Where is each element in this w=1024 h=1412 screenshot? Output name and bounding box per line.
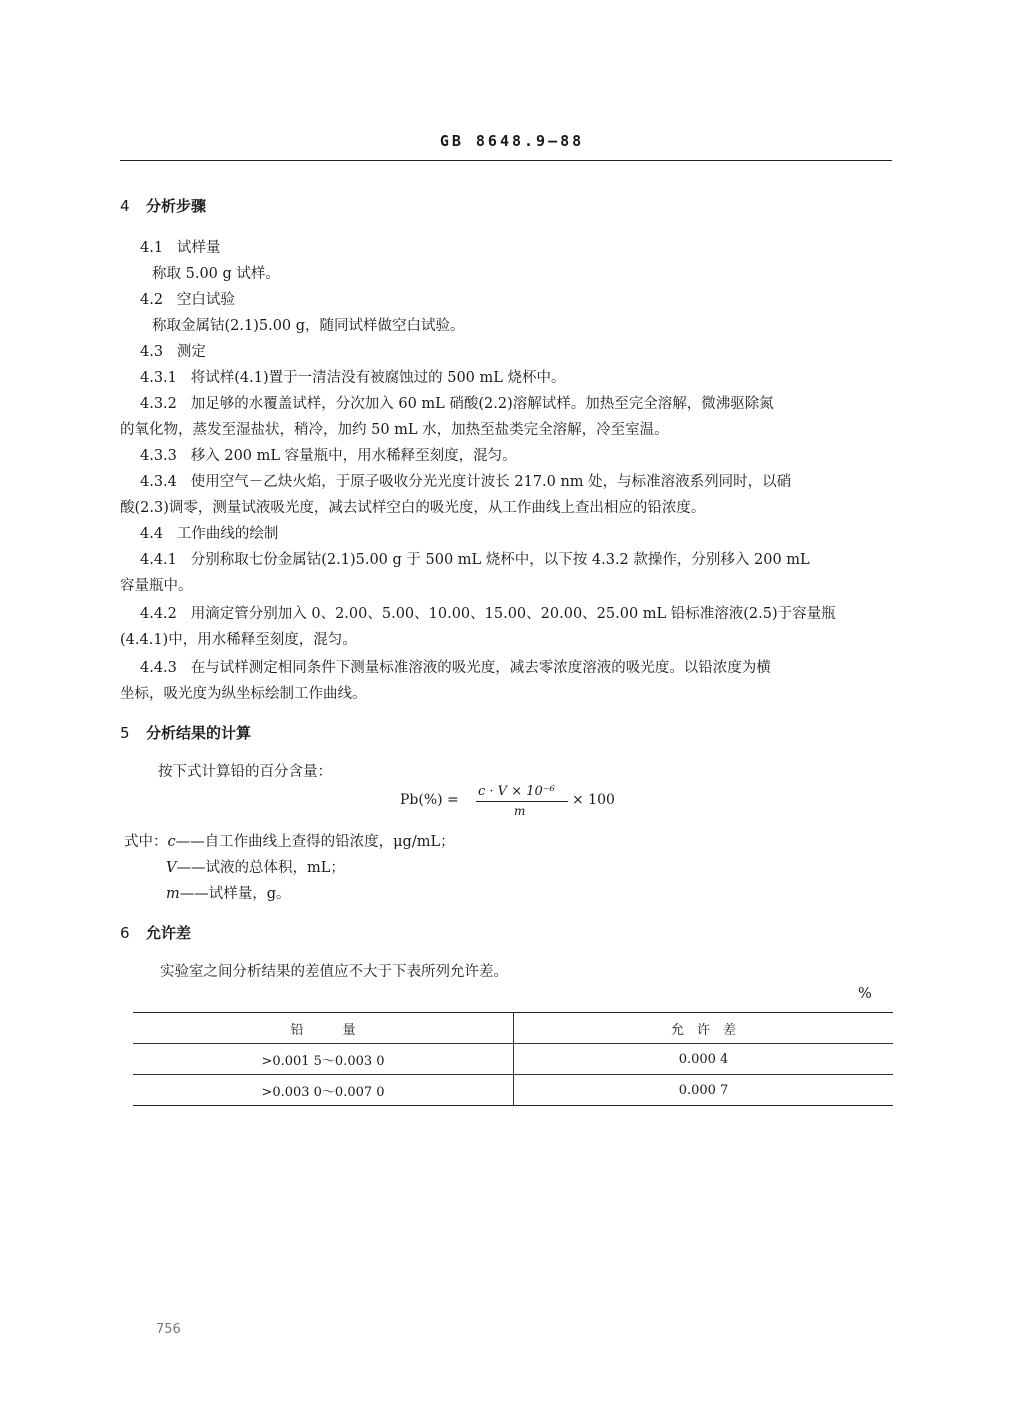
- clause-number: 4.2: [140, 292, 164, 308]
- formula-lhs: Pb(%) =: [400, 792, 459, 808]
- clause-number: 4.3: [140, 344, 164, 360]
- where-line-m: [166, 882, 291, 903]
- clause-4-3-3: [140, 444, 517, 465]
- clause-4-3-1: [140, 366, 566, 387]
- cell-tolerance: 0.000 7: [514, 1075, 894, 1106]
- clause-number: 4.4.2: [140, 606, 177, 622]
- clause-4-4-2-line1: [140, 602, 836, 623]
- where-line-v: [166, 856, 345, 877]
- clause-4-4-3-line2: 坐标，吸光度为纵坐标绘制工作曲线。: [120, 686, 367, 702]
- clause-number: 4.3.2: [140, 396, 177, 412]
- clause-text: 使用空气－乙炔火焰，于原子吸收分光光度计波长 217.0 nm 处，与标准溶液系列同时，以硝: [190, 474, 792, 490]
- clause-title: 工作曲线的绘制: [176, 526, 279, 542]
- section-4-heading: [120, 195, 206, 216]
- cell-tolerance: 0.000 4: [514, 1044, 894, 1075]
- where-desc: ——自工作曲线上查得的铅浓度，μg/mL；: [175, 834, 455, 850]
- formula-denominator: m: [514, 804, 526, 818]
- clause-4-4-3-line1: [140, 656, 771, 677]
- clause-number: 4.1: [140, 240, 164, 256]
- clause-text: 将试样(4.1)置于一清洁没有被腐蚀过的 500 mL 烧杯中。: [190, 370, 566, 386]
- clause-4-2-text: 称取金属钴(2.1)5.00 g，随同试样做空白试验。: [152, 318, 465, 334]
- cell-lead-range: >0.001 5～0.003 0: [133, 1044, 514, 1075]
- clause-title: 试样量: [176, 240, 221, 256]
- calculation-intro: 按下式计算铅的百分含量：: [158, 764, 332, 780]
- header-rule: [120, 160, 892, 161]
- clause-title: 空白试验: [176, 292, 235, 308]
- clause-number: 4.4.1: [140, 552, 177, 568]
- where-line-c: [124, 830, 455, 851]
- clause-title: 测定: [176, 344, 206, 360]
- clause-text: 在与试样测定相同条件下测量标准溶液的吸光度，减去零浓度溶液的吸光度。以铅浓度为横: [190, 660, 771, 676]
- table-row: [133, 1075, 893, 1106]
- clause-text: 分别称取七份金属钴(2.1)5.00 g 于 500 mL 烧杯中，以下按 4.3.2 款操作，分别移入 200 mL: [190, 552, 810, 568]
- clause-4-3-4-line2: 酸(2.3)调零，测量试液吸光度，减去试样空白的吸光度，从工作曲线上查出相应的铅浓度。: [120, 500, 706, 516]
- clause-4-1-heading: [140, 236, 220, 257]
- where-desc: ——试样量，g。: [179, 886, 291, 902]
- clause-4-4-heading: [140, 522, 278, 543]
- header-lead-content: 铅 量: [133, 1013, 514, 1044]
- clause-4-4-1-line2: 容量瓶中。: [120, 578, 193, 594]
- clause-number: 4.4: [140, 526, 164, 542]
- section-5-heading: [120, 722, 251, 743]
- section-number: 4: [120, 197, 130, 215]
- table-unit: %: [858, 986, 872, 1002]
- clause-text: 加足够的水覆盖试样，分次加入 60 mL 硝酸(2.2)溶解试样。加热至完全溶解，微沸驱除氮: [190, 396, 774, 412]
- clause-number: 4.4.3: [140, 660, 177, 676]
- cell-lead-range: >0.003 0～0.007 0: [133, 1075, 514, 1106]
- clause-4-3-heading: [140, 340, 206, 361]
- tolerance-intro: 实验室之间分析结果的差值应不大于下表所列允许差。: [160, 964, 508, 980]
- section-6-heading: [120, 922, 191, 943]
- tolerance-table: [133, 1012, 893, 1106]
- where-symbol: m: [166, 886, 180, 902]
- section-title: 分析结果的计算: [146, 724, 252, 742]
- clause-4-3-2-line1: [140, 392, 774, 413]
- formula-numerator: c · V × 10⁻⁶: [478, 784, 555, 799]
- section-number: 6: [120, 924, 130, 942]
- header-tolerance: 允 许 差: [514, 1013, 894, 1044]
- where-desc: ——试液的总体积，mL；: [176, 860, 345, 876]
- clause-4-4-1-line1: [140, 548, 810, 569]
- clause-4-2-heading: [140, 288, 235, 309]
- clause-number: 4.3.4: [140, 474, 177, 490]
- where-symbol: V: [166, 860, 177, 876]
- clause-4-3-2-line2: 的氧化物，蒸发至湿盐状，稍冷，加约 50 mL 水，加热至盐类完全溶解，冷至室温。: [120, 422, 669, 438]
- clause-4-3-4-line1: [140, 470, 791, 491]
- table-header-row: [133, 1013, 893, 1044]
- fraction-bar: [476, 801, 568, 802]
- section-number: 5: [120, 724, 130, 742]
- clause-text: 移入 200 mL 容量瓶中，用水稀释至刻度，混匀。: [190, 448, 517, 464]
- section-title: 允许差: [146, 924, 192, 942]
- table-row: [133, 1044, 893, 1075]
- standard-number-header: GB 8648.9—88: [439, 132, 585, 150]
- clause-4-4-2-line2: (4.4.1)中，用水稀释至刻度，混匀。: [120, 632, 357, 648]
- page-number: 756: [156, 1322, 181, 1337]
- clause-number: 4.3.3: [140, 448, 177, 464]
- formula-rhs: × 100: [572, 792, 615, 808]
- clause-text: 用滴定管分别加入 0、2.00、5.00、10.00、15.00、20.00、25.00 mL 铅标准溶液(2.5)于容量瓶: [190, 606, 836, 622]
- clause-number: 4.3.1: [140, 370, 177, 386]
- clause-4-1-text: 称取 5.00 g 试样。: [152, 266, 280, 282]
- where-prefix: 式中：: [124, 834, 168, 850]
- section-title: 分析步骤: [146, 197, 207, 215]
- where-symbol: c: [167, 834, 176, 850]
